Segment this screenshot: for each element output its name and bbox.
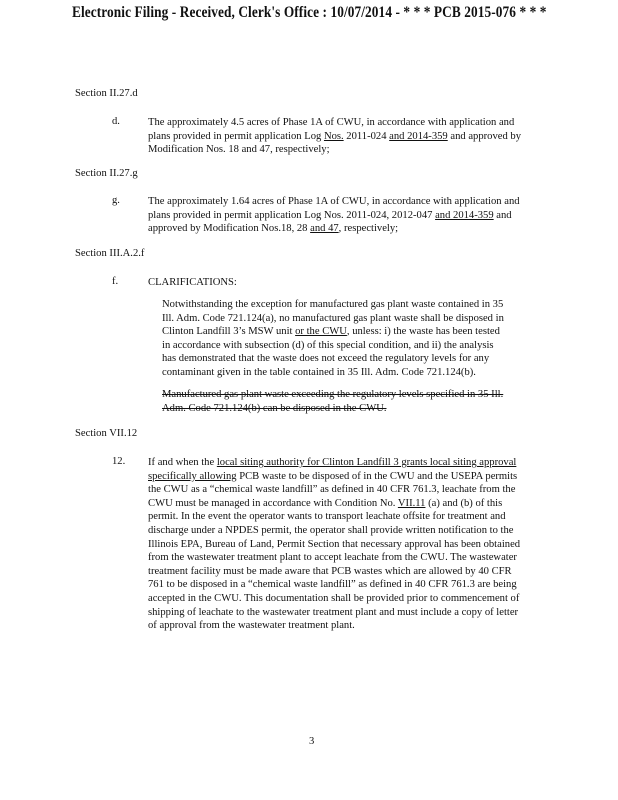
clarification-paragraph (162, 298, 518, 380)
paragraph-line: in accordance with subsection (d) of this special condition, and ii) the analysis (162, 339, 494, 351)
paragraph-line: plans provided in permit application Log Nos. 2011-024, 2012-047 and 2014-359 and (148, 209, 512, 221)
paragraph-line: permit. In the event the operator wants to transport leachate offsite for treatment and (148, 511, 506, 523)
struck-paragraph (162, 388, 518, 415)
filing-stamp-header: Electronic Filing - Received, Clerk's Office : 10/07/2014 - * * * PCB 2015-076 * * * (72, 4, 547, 21)
section-title: Section II.27.g (75, 168, 138, 179)
paragraph-line: The approximately 1.64 acres of Phase 1A of CWU, in accordance with application and (148, 196, 520, 207)
paragraph-line: Manufactured gas plant waste exceeding the regulatory levels specified in 35 Ill. (162, 389, 504, 400)
section-paragraph (148, 456, 538, 633)
section-title: Section III.A.2.f (75, 248, 145, 259)
paragraph-line: contaminant given in the table contained in 35 Ill. Adm. Code 721.124(b). (162, 366, 476, 378)
paragraph-line: Adm. Code 721.124(b) can be disposed in the CWU. (162, 402, 387, 414)
paragraph-line: from the wastewater treatment plant to accept leachate from the CWU. The wastewater (148, 552, 517, 564)
section-paragraph (148, 195, 553, 236)
item-letter: d. (112, 116, 120, 127)
paragraph-line: Notwithstanding the exception for manufactured gas plant waste contained in 35 (162, 299, 504, 310)
clarifications-heading: CLARIFICATIONS: (148, 277, 237, 288)
section-paragraph (148, 116, 553, 157)
paragraph-line: discharge under a NPDES permit, the operator shall provide written notification to the (148, 524, 514, 536)
paragraph-line: Clinton Landfill 3’s MSW unit or the CWU, unless: i) the waste has been tested (162, 326, 500, 338)
paragraph-line: The approximately 4.5 acres of Phase 1A of CWU, in accordance with application and (148, 117, 515, 128)
paragraph-line: CWU must be managed in accordance with Condition No. VII.11 (a) and (b) of this (148, 497, 503, 509)
item-letter: g. (112, 195, 120, 206)
paragraph-line: plans provided in permit application Log Nos. 2011-024 and 2014-359 and approved by (148, 130, 521, 142)
section-title: Section II.27.d (75, 88, 138, 99)
section-title: Section VII.12 (75, 428, 138, 439)
paragraph-line: specifically allowing PCB waste to be disposed of in the CWU and the USEPA permits (148, 470, 518, 482)
paragraph-line: has demonstrated that the waste does not exceed the regulatory levels for any (162, 353, 490, 365)
item-letter: f. (112, 276, 119, 287)
paragraph-line: Illinois EPA, Bureau of Land, Permit Section that necessary approval has been obtained (148, 538, 521, 550)
page-number: 3 (309, 736, 315, 747)
paragraph-line: of approval from the wastewater treatment plant. (148, 620, 355, 632)
paragraph-line: Ill. Adm. Code 721.124(a), no manufactured gas plant waste shall be disposed in (162, 312, 504, 324)
paragraph-line: 761 to be disposed in a “chemical waste landfill” as defined in 40 CFR 761.3 are being (148, 579, 517, 591)
paragraph-line: the CWU as a “chemical waste landfill” as defined in 40 CFR 761.3, leachate from the (148, 484, 516, 496)
paragraph-line: If and when the local siting authority for Clinton Landfill 3 grants local siting approval (148, 457, 517, 468)
paragraph-line: accepted in the CWU. This documentation shall be provided prior to commencement of (148, 592, 520, 604)
item-number: 12. (112, 456, 126, 467)
paragraph-line: treatment facility must be made aware that PCB wastes which are allowed by 40 CFR (148, 565, 512, 577)
paragraph-line: approved by Modification Nos.18, 28 and 47, respectively; (148, 223, 399, 235)
paragraph-line: Modification Nos. 18 and 47, respectively; (148, 144, 330, 156)
paragraph-line: shipping of leachate to the wastewater treatment plant and must include a copy of letter (148, 606, 519, 618)
